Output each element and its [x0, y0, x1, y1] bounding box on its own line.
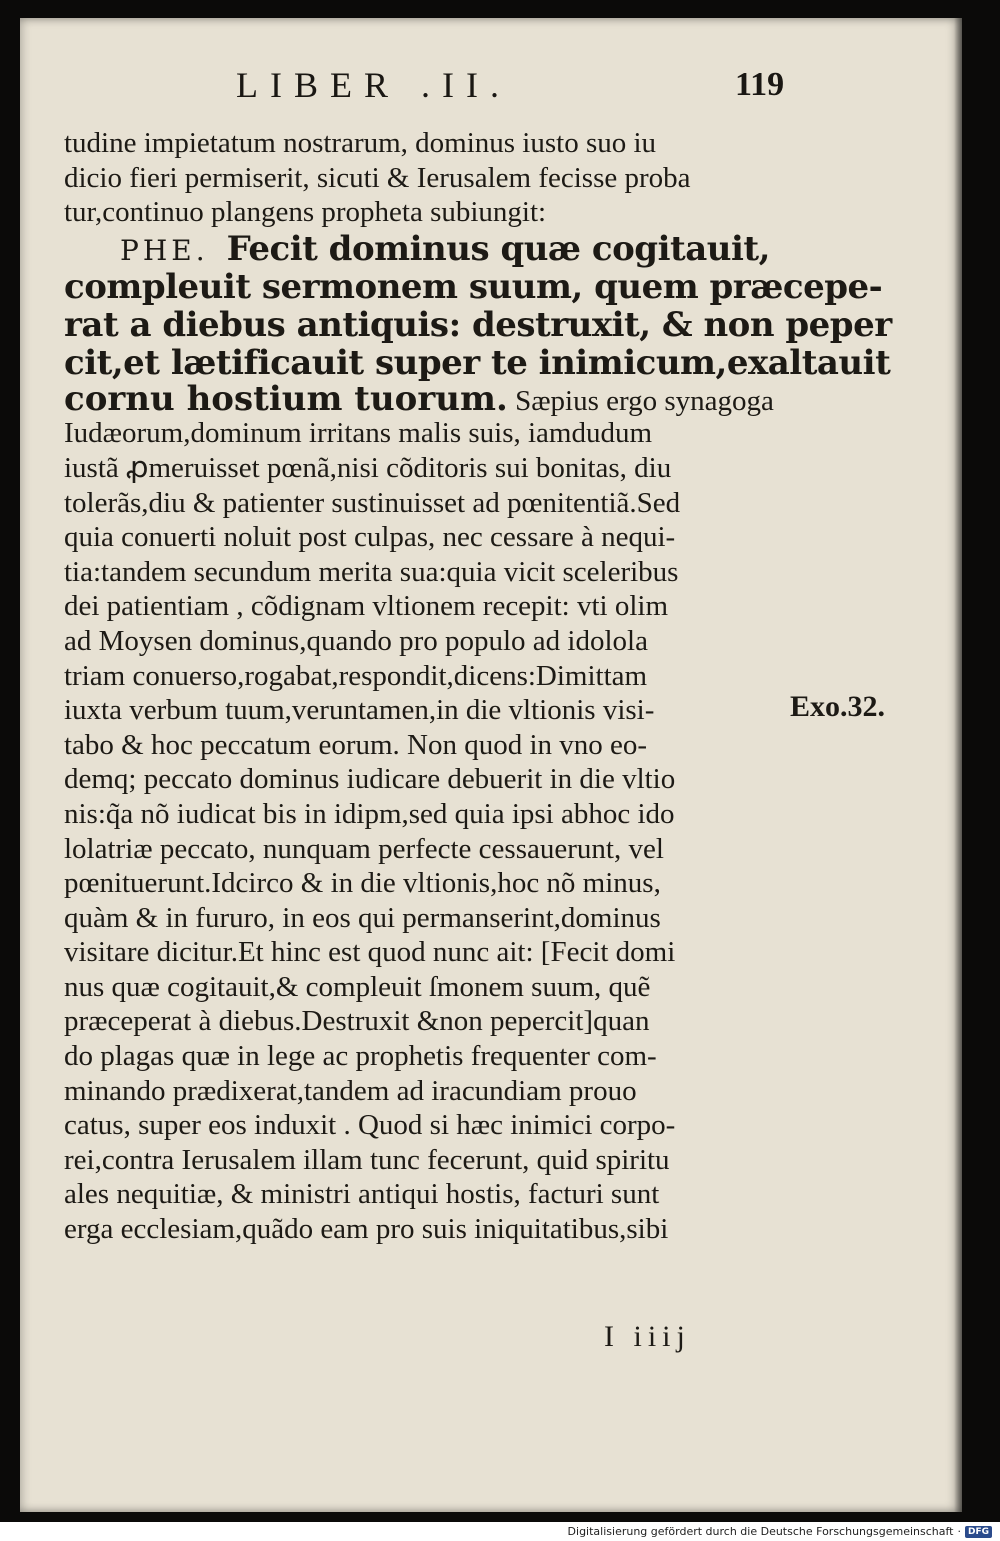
text-line: minando prædixerat,tandem ad iracundiam prouo [64, 1074, 637, 1107]
text-line: catus, super eos induxit . Quod si hæc inimici corpo- [64, 1109, 676, 1142]
text-line: nis:q̃a nõ iudicat bis in idipm,sed quia ipsi abhoc ido [64, 797, 675, 830]
text-line: dei patientiam , cõdignam vltionem recepit: vti olim [64, 590, 669, 623]
text-line: rei,contra Ierusalem illam tunc fecerunt, quid spiritu [64, 1143, 670, 1176]
text-line: præceperat à diebus.Destruxit &non pepercit]quan [64, 1005, 650, 1038]
text-line: lolatriæ peccato, nunquam perfecte cessauerunt, vel [64, 832, 664, 865]
dfg-logo-icon: DFG [965, 1526, 992, 1538]
text-line: ales nequitiæ, & ministri antiqui hostis, facturi sunt [64, 1178, 660, 1211]
credit-separator: · [957, 1525, 961, 1538]
signature-mark: I iiij [604, 1320, 691, 1353]
text-line: demq; peccato dominus iudicare debuerit in die vltio [64, 763, 676, 796]
text-line [64, 378, 784, 419]
text-line: erga ecclesiam,quãdo eam pro suis iniquitatibus,sibi [64, 1213, 669, 1246]
text-line: triam conuerso,rogabat,respondit,dicens:Dimittam [64, 659, 648, 692]
text-line: tolerãs,diu & patienter sustinuisset ad pœnitentiã.Sed [64, 486, 681, 519]
text-line: tudine impietatum nostrarum, dominus iusto suo iu [64, 127, 657, 159]
text-line: tur,continuo plangens propheta subiungit: [64, 196, 547, 229]
text-line: quàm & in fururo, in eos qui permanserint,dominus [64, 901, 661, 934]
scripture-text: Fecit dominus quæ cogitauit, [226, 228, 770, 269]
text-line: nus quæ cogitauit,& compleuit ſmonem suum, quẽ [64, 970, 651, 1003]
commentary-text: Sæpius ergo synagoga [515, 384, 774, 417]
page-number: 119 [735, 66, 785, 103]
text-line: visitare dicitur.Et hinc est quod nunc ait: [Fecit domi [64, 936, 676, 969]
digitization-credit [568, 1525, 992, 1538]
text-line: ad Moysen dominus,quando pro populo ad idolola [64, 624, 648, 657]
credit-text: Digitalisierung gefördert durch die Deutsche Forschungsgemeinschaft [567, 1525, 954, 1538]
running-head: LIBER .II. [236, 65, 511, 105]
text-line: tia:tandem secundum merita sua:quia vicit sceleribus [64, 555, 679, 588]
marginal-note: Exo.32. [790, 690, 886, 723]
page-edge-shadow [954, 18, 962, 1512]
scripture-line [64, 230, 784, 268]
text-line: iustã ꝓmeruisset pœnã,nisi cõditoris sui bonitas, diu [64, 451, 672, 484]
text-line: do plagas quæ in lege ac prophetis frequenter com- [64, 1040, 657, 1073]
text-line: dicio fieri permiserit, sicuti & Ierusalem fecisse proba [64, 161, 691, 194]
text-line: pœnituerunt.Idcirco & in die vltionis,hoc nõ minus, [64, 867, 661, 900]
scripture-line: compleuit sermonem suum, quem præcepe- [64, 266, 883, 307]
text-line: tabo & hoc peccatum eorum. Non quod in vno eo- [64, 728, 648, 761]
scripture-text: cornu hostium tuorum. [64, 378, 508, 419]
text-line: Iudæorum,dominum irritans malis suis, iamdudum [64, 417, 653, 450]
text-line: quia conuerti noluit post culpas, nec cessare à nequi- [64, 521, 676, 554]
scripture-line: cit,et lætificauit super te inimicum,exaltauit [64, 342, 891, 383]
scripture-line: rat a diebus antiquis: destruxit, & non peper [64, 304, 892, 345]
text-line: iuxta verbum tuum,veruntamen,in die vltionis visi- [64, 694, 655, 727]
speaker-label: PHE. [120, 233, 209, 267]
